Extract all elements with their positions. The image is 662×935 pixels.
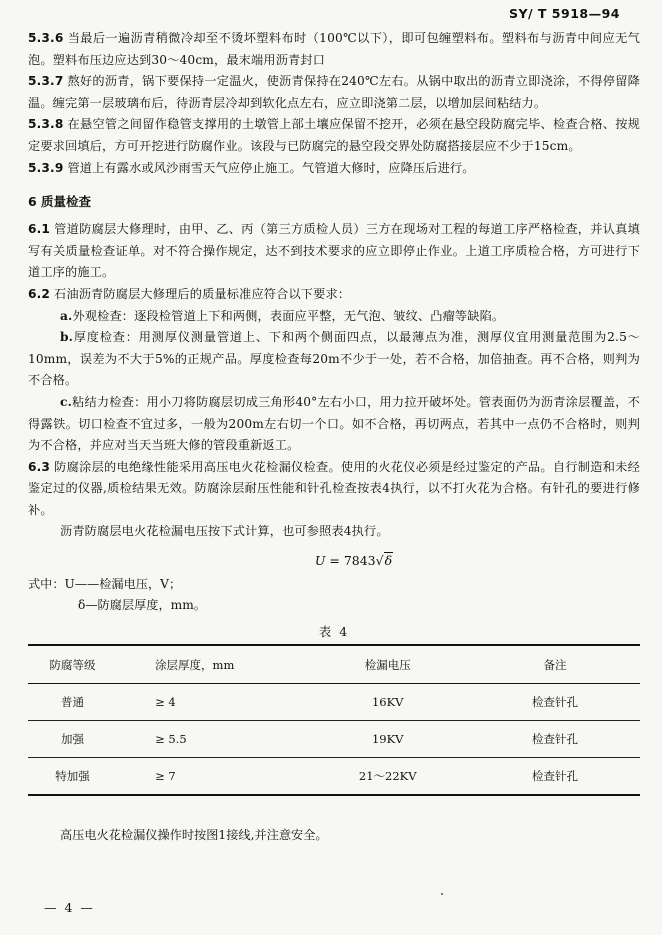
table-row	[28, 684, 640, 721]
definition-thickness: δ—防腐层厚度，mm。	[78, 598, 206, 613]
cell-remark: 检查针孔	[470, 758, 640, 796]
header-thickness: 涂层厚度，mm	[117, 645, 305, 684]
cell-voltage: 16KV	[305, 684, 470, 721]
cell-thickness: ≥ 5.5	[117, 721, 305, 758]
table-header-row	[28, 645, 640, 684]
clause-number: 5.3.6	[28, 31, 64, 45]
item-text: 粘结力检查：用小刀将防腐层切成三角形40°左右小口，用力拉开破坏处。管表面仍为沥青涂层覆盖，不得露铁。切口检查不宜过多，一般为200m左右切一个口。如不合格，再切两点，若其中一点仍不合格时，则判为不合格，并应对当天当班大修的管段重新返工。	[28, 394, 640, 453]
clause-text: 在悬空管之间留作稳管支撑用的土墩管上部土壤应保留不挖开，必须在悬空段防腐完毕、检查合格、按规定要求回填后，方可开挖进行防腐作业。该段与已防腐完的悬空段交界处防腐搭接层应不少于15cm。	[28, 117, 640, 153]
item-text: 厚度检查：用测厚仪测量管道上、下和两个侧面四点，以最薄点为准，测厚仪宜用测量范围为2.5～10mm，误差为不大于5%的正规产品。厚度检查每20m不少于一处，若不合格，加倍抽查。再不合格，则判为不合格。	[28, 330, 640, 388]
formula-radicand: δ	[384, 553, 393, 569]
voltage-formula	[28, 553, 640, 568]
clause-number: 5.3.9	[28, 160, 64, 175]
clause-6-1	[28, 219, 640, 284]
scan-speck	[441, 893, 443, 895]
section-6-title: 6 质量检查	[28, 194, 92, 210]
cell-thickness: ≥ 4	[117, 684, 305, 721]
clause-text: 管道防腐层大修理时，由甲、乙、丙（第三方质检人员）三方在现场对工程的每道工序严格检查，并认真填写有关质量检查证单。对不符合操作规定，达不到技术要求的应立即停止作业。上道工序质检合格，方可进行下道工序的施工。	[28, 222, 640, 280]
cell-grade: 特加强	[28, 758, 117, 796]
item-b-thickness	[28, 327, 640, 392]
header-voltage: 检漏电压	[305, 645, 470, 684]
clause-text: 石油沥青防腐层大修理后的质量标准应符合以下要求：	[54, 286, 351, 301]
clause-number: 6.2	[28, 286, 51, 301]
cell-voltage: 21～22KV	[305, 758, 470, 796]
formula-coefficient: = 7843	[325, 553, 376, 569]
clause-number: 6.3	[28, 459, 51, 474]
clause-text: 防腐涂层的电绝缘性能采用高压电火花检漏仪检查。使用的火花仪必须是经过鉴定的产品。自行制造和未经鉴定过的仪器,质检结果无效。防腐涂层耐压性能和针孔检查按表4执行，以不打火花为合格。有针孔的要进行修补。	[28, 459, 640, 517]
page-content	[28, 28, 640, 796]
clause-6-2	[28, 284, 640, 306]
clause-5-3-7	[28, 71, 640, 114]
cell-grade: 普通	[28, 684, 117, 721]
item-label: b.	[60, 330, 74, 345]
clause-5-3-6	[28, 28, 640, 71]
formula-lhs: U	[314, 553, 326, 569]
item-a-appearance	[28, 306, 640, 328]
cell-remark: 检查针孔	[470, 721, 640, 758]
clause-5-3-9	[28, 158, 640, 180]
item-label: c.	[60, 394, 72, 409]
operation-note: 高压电火花检漏仪操作时按图1接线,并注意安全。	[60, 828, 328, 842]
header-grade: 防腐等级	[28, 645, 117, 684]
page-number: — 4 —	[44, 900, 95, 915]
clause-text: 当最后一遍沥青稍微冷却至不烫坏塑料布时（100℃以下），即可包缠塑料布。塑料布与沥青中间应无气泡。塑料布压边应达到30～40cm，最末端用沥青封口	[28, 31, 640, 67]
item-label: a.	[60, 308, 73, 323]
clause-6-3	[28, 457, 640, 522]
item-c-adhesion	[28, 392, 640, 457]
clause-number: 6.1	[28, 222, 51, 237]
cell-grade: 加强	[28, 721, 117, 758]
table-row	[28, 758, 640, 796]
definition-voltage: 式中：U——检漏电压，V；	[28, 577, 182, 592]
document-code-header: SY/ T 5918—94	[508, 6, 620, 21]
cell-remark: 检查针孔	[470, 684, 640, 721]
table-row	[28, 721, 640, 758]
cell-voltage: 19KV	[305, 721, 470, 758]
clause-number: 5.3.7	[28, 74, 64, 89]
clause-text: 管道上有露水或风沙雨雪天气应停止施工。气管道大修时，应降压后进行。	[67, 160, 475, 175]
clause-number: 5.3.8	[28, 117, 64, 132]
item-text: 外观检查：逐段检管道上下和两侧，表面应平整，无气泡、皱纹、凸瘤等缺陷。	[72, 308, 505, 323]
cell-thickness: ≥ 7	[117, 758, 305, 796]
sqrt-icon: √	[375, 553, 384, 569]
header-remark: 备注	[470, 645, 640, 684]
clause-5-3-8	[28, 114, 640, 157]
formula-intro: 沥青防腐层电火花检漏电压按下式计算，也可参照表4执行。	[60, 524, 389, 539]
clause-text: 熬好的沥青，锅下要保持一定温火，使沥青保持在240℃左右。从锅中取出的沥青立即浇涂，不得停留降温。缠完第一层玻璃布后，待沥青层冷却到软化点左右，应立即浇第二层，以增加层间粘结力。	[28, 74, 640, 110]
table-4-title: 表 4	[318, 624, 350, 640]
table-4	[28, 644, 640, 796]
